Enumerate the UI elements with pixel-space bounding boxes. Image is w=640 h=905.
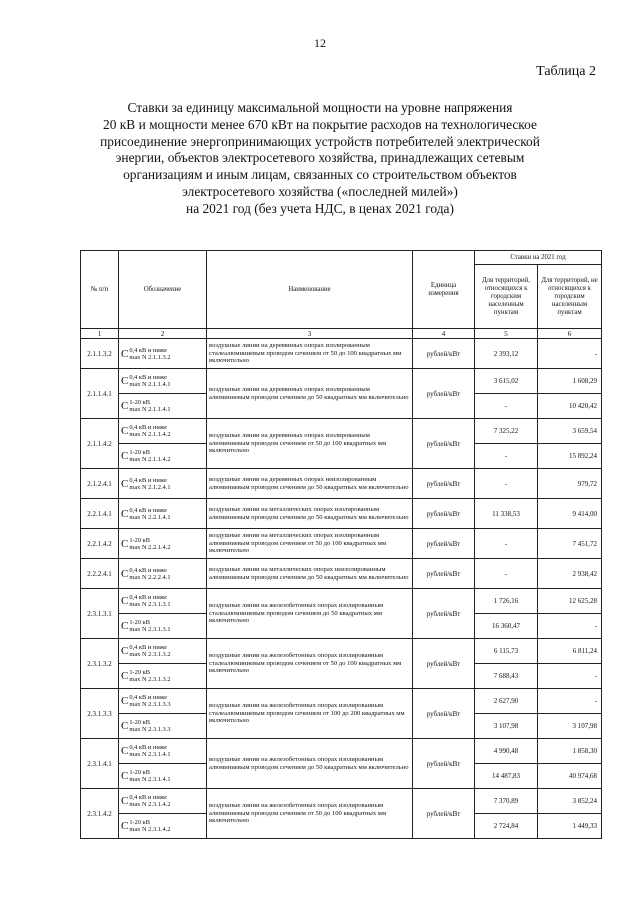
designation-voltage: 1-20 кВ xyxy=(129,719,151,726)
unit-cell: рублей/кВт xyxy=(413,639,475,689)
rate-rural: 15 892,24 xyxy=(538,444,602,469)
designation-symbol: C xyxy=(121,400,129,412)
rate-rural: 40 974,68 xyxy=(538,764,602,789)
designation-code: max N 2.1.2.4.1 xyxy=(129,483,171,491)
row-number: 2.3.1.4.1 xyxy=(81,739,119,789)
header-rates-group: Ставки на 2021 год xyxy=(475,251,602,265)
rate-rural: 979,72 xyxy=(538,469,602,499)
designation-cell xyxy=(119,739,207,764)
unit-cell: рублей/кВт xyxy=(413,589,475,639)
designation-symbol: C xyxy=(121,537,129,550)
designation-symbol: C xyxy=(121,375,129,387)
table-row xyxy=(81,589,602,614)
designation-cell xyxy=(119,789,207,814)
line-description: воздушные линии на деревянных опорах изолированным сталеалюминиевым проводом сечением от 50 до 100 квадратных мм включительно xyxy=(207,339,413,369)
designation-cell xyxy=(119,394,207,419)
row-number: 2.1.1.3.2 xyxy=(81,339,119,369)
designation-symbol: C xyxy=(121,620,129,632)
designation-voltage: 1-20 кВ xyxy=(129,819,151,826)
designation-cell xyxy=(119,714,207,739)
unit-cell: рублей/кВт xyxy=(413,559,475,589)
designation-cell xyxy=(119,764,207,789)
rate-urban: 7 688,43 xyxy=(475,664,538,689)
rate-rural: - xyxy=(538,614,602,639)
row-number: 2.1.2.4.1 xyxy=(81,469,119,499)
designation-code: max N 2.1.1.4.2 xyxy=(129,431,171,438)
row-number: 2.3.1.4.2 xyxy=(81,789,119,839)
heading-line: Ставки за единицу максимальной мощности на уровне напряжения xyxy=(127,100,513,115)
designation-voltage: 0,4 кВ и ниже xyxy=(129,594,167,601)
table-row xyxy=(81,739,602,764)
designation-cell xyxy=(119,589,207,614)
line-description: воздушные линии на железобетонных опорах изолированным сталеалюминиевым проводом сечением до 50 квадратных мм включительно xyxy=(207,589,413,639)
rate-urban: 4 990,48 xyxy=(475,739,538,764)
designation-cell xyxy=(119,559,207,589)
unit-cell: рублей/кВт xyxy=(413,369,475,419)
table-row xyxy=(81,369,602,394)
table-row xyxy=(81,639,602,664)
rate-rural: - xyxy=(538,339,602,369)
rate-urban: 3 615,02 xyxy=(475,369,538,394)
designation-symbol: C xyxy=(121,670,129,682)
rate-rural: 1 608,29 xyxy=(538,369,602,394)
designation-voltage: 1-20 кВ xyxy=(129,769,151,776)
designation-code: max N 2.1.1.4.2 xyxy=(129,456,171,463)
unit-cell: рублей/кВт xyxy=(413,469,475,499)
rates-table xyxy=(80,250,602,839)
designation-symbol: C xyxy=(121,595,129,607)
rate-urban: - xyxy=(475,444,538,469)
heading-line: на 2021 год (без учета НДС, в ценах 2021 года) xyxy=(186,200,454,216)
header-name: Наименование xyxy=(207,251,413,329)
header-col5: Для территорий, относящихся к городским населенным пунктам xyxy=(475,265,538,329)
designation-symbol: C xyxy=(121,450,129,462)
rate-urban: 2 393,12 xyxy=(475,339,538,369)
rate-rural: 1 449,33 xyxy=(538,814,602,839)
designation-voltage: 1-20 кВ xyxy=(129,619,151,626)
designation-voltage: 0,4 кВ и ниже xyxy=(129,744,167,751)
designation-code: max N 2.2.1.4.1 xyxy=(129,513,171,521)
designation-symbol: C xyxy=(121,720,129,732)
designation-cell xyxy=(119,499,207,529)
designation-voltage: 1-20 кВ xyxy=(129,536,151,544)
designation-voltage: 0,4 кВ и ниже xyxy=(129,644,167,651)
rate-rural: 2 938,42 xyxy=(538,559,602,589)
designation-symbol: C xyxy=(121,347,129,360)
designation-voltage: 1-20 кВ xyxy=(129,449,151,456)
designation-code: max N 2.3.1.4.2 xyxy=(129,801,171,808)
column-index: 6 xyxy=(538,329,602,339)
row-number: 2.1.1.4.1 xyxy=(81,369,119,419)
rate-urban: - xyxy=(475,529,538,559)
designation-cell xyxy=(119,639,207,664)
page-number: 12 xyxy=(314,36,326,50)
row-number: 2.1.1.4.2 xyxy=(81,419,119,469)
row-number: 2.3.1.3.3 xyxy=(81,689,119,739)
designation-voltage: 0,4 кВ и ниже xyxy=(129,694,167,701)
designation-cell xyxy=(119,689,207,714)
designation-symbol: C xyxy=(121,795,129,807)
rate-rural: 3 107,98 xyxy=(538,714,602,739)
designation-code: max N 2.3.1.3.2 xyxy=(129,676,171,683)
unit-cell: рублей/кВт xyxy=(413,499,475,529)
designation-code: max N 2.1.1.4.1 xyxy=(129,381,171,388)
header-num: № п/п xyxy=(81,251,119,329)
designation-symbol: C xyxy=(121,695,129,707)
rate-urban: 16 360,47 xyxy=(475,614,538,639)
column-index: 5 xyxy=(475,329,538,339)
rate-rural: 6 811,24 xyxy=(538,639,602,664)
designation-cell xyxy=(119,339,207,369)
designation-symbol: C xyxy=(121,645,129,657)
header-designation: Обозначение xyxy=(119,251,207,329)
designation-symbol: C xyxy=(121,820,129,832)
column-index-row xyxy=(81,329,602,339)
table-heading xyxy=(60,100,580,218)
table-row xyxy=(81,469,602,499)
rate-urban: 14 487,83 xyxy=(475,764,538,789)
designation-voltage: 0,4 кВ и ниже xyxy=(129,794,167,801)
rate-urban: 1 726,16 xyxy=(475,589,538,614)
unit-cell: рублей/кВт xyxy=(413,689,475,739)
row-number: 2.2.1.4.2 xyxy=(81,529,119,559)
line-description: воздушные линии на металлических опорах неизолированным алюминиевым проводом сечением до 50 квадратных мм включительно xyxy=(207,559,413,589)
line-description: воздушные линии на деревянных опорах неизолированным алюминиевым проводом сечением до 50 квадратных мм включительно xyxy=(207,469,413,499)
table-row xyxy=(81,789,602,814)
designation-cell xyxy=(119,614,207,639)
designation-code: max N 2.3.1.3.1 xyxy=(129,626,171,633)
designation-symbol: C xyxy=(121,567,129,580)
heading-line: организациям и иным лицам, связанных со строительством объектов xyxy=(123,167,517,183)
designation-voltage: 0,4 кВ и ниже xyxy=(129,506,167,514)
designation-code: max N 2.3.1.4.1 xyxy=(129,776,171,783)
designation-voltage: 0,4 кВ и ниже xyxy=(129,424,167,431)
header-unit: Единица измерения xyxy=(413,251,475,329)
line-description: воздушные линии на деревянных опорах изолированным алюминиевым проводом сечением от 50 до 100 квадратных мм включительно xyxy=(207,419,413,469)
unit-cell: рублей/кВт xyxy=(413,529,475,559)
line-description: воздушные линии на железобетонных опорах изолированным алюминиевым проводом сечением до 50 квадратных мм включительно xyxy=(207,739,413,789)
designation-cell xyxy=(119,444,207,469)
table-row xyxy=(81,499,602,529)
line-description: воздушные линии на железобетонных опорах изолированным алюминиевым проводом сечением от 50 до 100 квадратных мм включительно xyxy=(207,789,413,839)
heading-line: присоединение энергопринимающих устройств потребителей электрической xyxy=(100,133,540,149)
table-row xyxy=(81,559,602,589)
heading-line: энергии, объектов электросетевого хозяйства, принадлежащих сетевым xyxy=(115,150,525,166)
column-index: 3 xyxy=(207,329,413,339)
heading-line: 20 кВ и мощности менее 670 кВт на покрытие расходов на технологическое xyxy=(103,116,537,132)
rate-rural: 12 625,28 xyxy=(538,589,602,614)
designation-code: max N 2.3.1.4.1 xyxy=(129,751,171,758)
column-index: 2 xyxy=(119,329,207,339)
designation-symbol: C xyxy=(121,507,129,520)
designation-symbol: C xyxy=(121,477,129,490)
rate-urban: 2 724,84 xyxy=(475,814,538,839)
line-description: воздушные линии на железобетонных опорах изолированным сталеалюминиевым проводом сечением от 100 до 200 квадратных мм включительно xyxy=(207,689,413,739)
designation-voltage: 1-20 кВ xyxy=(129,669,151,676)
table-row xyxy=(81,529,602,559)
designation-cell xyxy=(119,529,207,559)
table-label: Таблица 2 xyxy=(536,64,596,79)
designation-cell xyxy=(119,469,207,499)
designation-cell xyxy=(119,814,207,839)
designation-voltage: 0,4 кВ и ниже xyxy=(129,566,167,574)
line-description: воздушные линии на деревянных опорах изолированным алюминиевым проводом сечением до 50 квадратных мм включительно xyxy=(207,369,413,419)
rate-rural: 10 420,42 xyxy=(538,394,602,419)
designation-code: max N 2.3.1.3.3 xyxy=(129,701,171,708)
line-description: воздушные линии на металлических опорах изолированным алюминиевым проводом сечением до 50 квадратных мм включительно xyxy=(207,499,413,529)
designation-cell xyxy=(119,369,207,394)
heading-line: электросетевого хозяйства («последней милей») xyxy=(182,183,458,199)
row-number: 2.3.1.3.1 xyxy=(81,589,119,639)
unit-cell: рублей/кВт xyxy=(413,419,475,469)
designation-code: max N 2.1.1.3.2 xyxy=(129,353,171,361)
rate-rural: 7 451,72 xyxy=(538,529,602,559)
column-index: 1 xyxy=(81,329,119,339)
designation-voltage: 0,4 кВ и ниже xyxy=(129,346,167,354)
designation-symbol: C xyxy=(121,770,129,782)
rate-urban: 7 370,89 xyxy=(475,789,538,814)
unit-cell: рублей/кВт xyxy=(413,339,475,369)
line-description: воздушные линии на железобетонных опорах изолированным сталеалюминиевым проводом сечением от 50 до 100 квадратных мм включительно xyxy=(207,639,413,689)
designation-voltage: 0,4 кВ и ниже xyxy=(129,374,167,381)
row-number: 2.2.1.4.1 xyxy=(81,499,119,529)
row-number: 2.3.1.3.2 xyxy=(81,639,119,689)
rate-urban: 11 338,53 xyxy=(475,499,538,529)
designation-code: max N 2.3.1.3.2 xyxy=(129,651,171,658)
designation-symbol: C xyxy=(121,425,129,437)
table-row xyxy=(81,339,602,369)
rate-urban: 2 627,90 xyxy=(475,689,538,714)
column-index: 4 xyxy=(413,329,475,339)
line-description: воздушные линии на металлических опорах изолированным алюминиевым проводом сечением от 50 до 100 квадратных мм включительно xyxy=(207,529,413,559)
rate-urban: 6 115,73 xyxy=(475,639,538,664)
unit-cell: рублей/кВт xyxy=(413,789,475,839)
header-col6: Для территорий, не относящихся к городским населенным пунктам xyxy=(538,265,602,329)
row-number: 2.2.2.4.1 xyxy=(81,559,119,589)
rate-urban: - xyxy=(475,394,538,419)
designation-code: max N 2.1.1.4.1 xyxy=(129,406,171,413)
rate-rural: 3 659,54 xyxy=(538,419,602,444)
designation-voltage: 0,4 кВ и ниже xyxy=(129,476,167,484)
table-row xyxy=(81,419,602,444)
unit-cell: рублей/кВт xyxy=(413,739,475,789)
designation-code: max N 2.2.2.4.1 xyxy=(129,573,171,581)
designation-symbol: C xyxy=(121,745,129,757)
designation-code: max N 2.3.1.4.2 xyxy=(129,826,171,833)
table-row xyxy=(81,689,602,714)
rate-rural: 1 858,30 xyxy=(538,739,602,764)
rate-rural: 9 414,00 xyxy=(538,499,602,529)
rate-rural: 3 852,24 xyxy=(538,789,602,814)
rate-urban: 3 107,98 xyxy=(475,714,538,739)
designation-code: max N 2.3.1.3.1 xyxy=(129,601,171,608)
designation-code: max N 2.2.1.4.2 xyxy=(129,543,171,551)
designation-cell xyxy=(119,664,207,689)
designation-voltage: 1-20 кВ xyxy=(129,399,151,406)
rate-urban: - xyxy=(475,469,538,499)
rate-urban: 7 325,22 xyxy=(475,419,538,444)
rate-urban: - xyxy=(475,559,538,589)
rate-rural: - xyxy=(538,689,602,714)
designation-code: max N 2.3.1.3.3 xyxy=(129,726,171,733)
designation-cell xyxy=(119,419,207,444)
rate-rural: - xyxy=(538,664,602,689)
